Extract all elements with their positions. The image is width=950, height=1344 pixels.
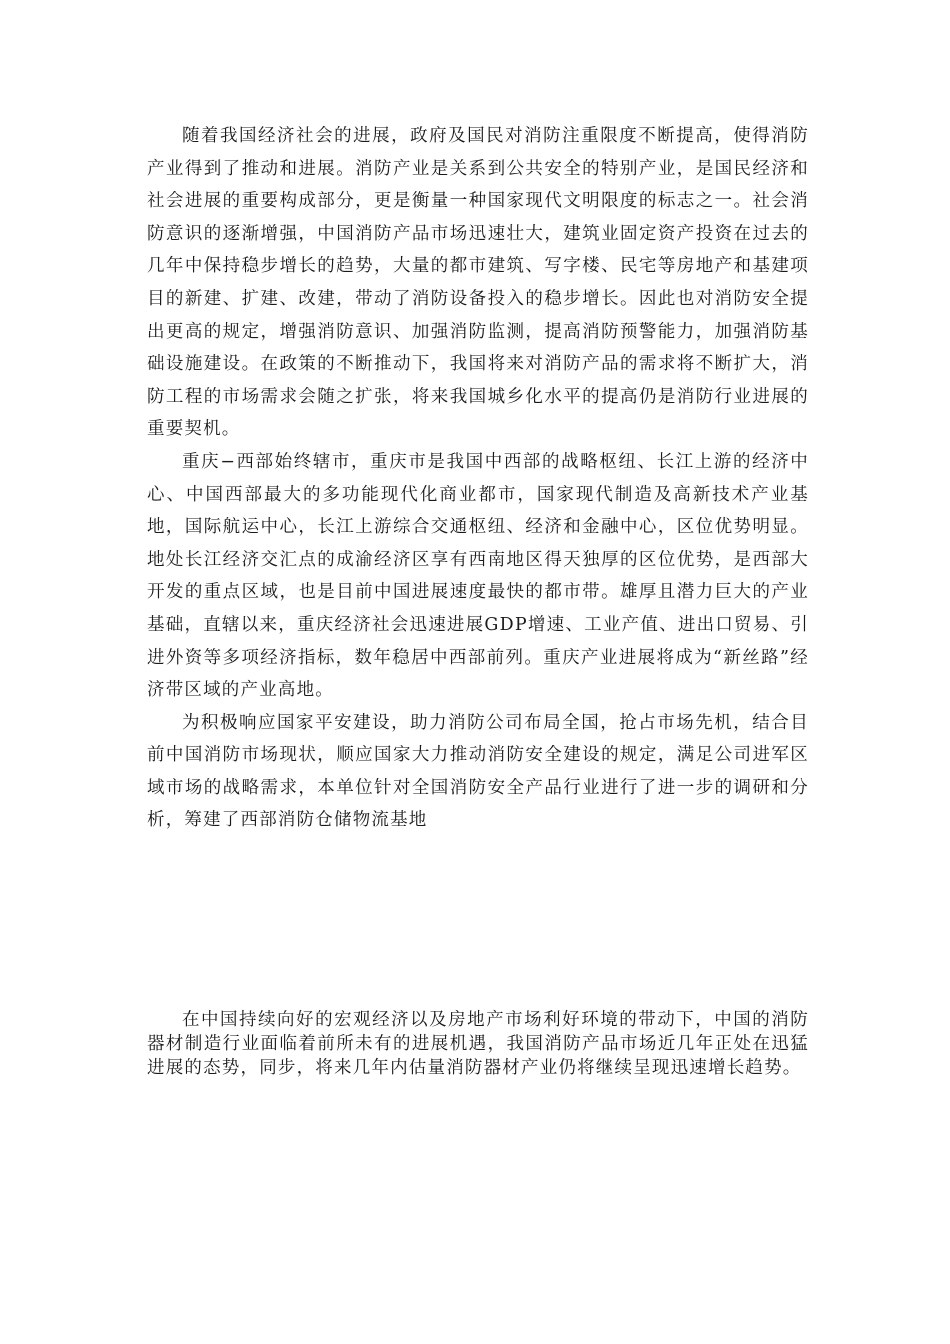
section-two [147, 1008, 809, 1080]
paragraph-market-outlook: 在中国持续向好的宏观经济以及房地产市场利好环境的带动下，中国的消防器材制造行业面临着前所未有的进展机遇，我国消防产品市场近几年正处在迅猛进展的态势，同步，将来几年内估量消防器材产业仍将继续呈现迅速增长趋势。 [147, 1010, 809, 1078]
paragraph-western-logistics-base: 为积极响应国家平安建设，助力消防公司布局全国，抢占市场先机，结合目前中国消防市场现状，顺应国家大力推动消防安全建设的规定，满足公司进军区域市场的战略需求，本单位针对全国消防安全产品行业进行了进一步的调研和分析，筹建了西部消防仓储物流基地 [147, 712, 809, 831]
section-one [147, 120, 809, 837]
paragraph-chongqing-overview: 重庆−西部始终辖市，重庆市是我国中西部的战略枢纽、长江上游的经济中心、中国西部最大的多功能现代化商业都市，国家现代制造及高新技术产业基地，国际航运中心，长江上游综合交通枢纽、经济和金融中心，区位优势明显。地处长江经济交汇点的成渝经济区享有西南地区得天独厚的区位优势，是西部大开发的重点区域，也是目前中国进展速度最快的都市带。雄厚且潜力巨大的产业基础，直辖以来，重庆经济社会迅速进展GDP增速、工业产值、进出口贸易、引进外资等多项经济指标，数年稳居中西部前列。重庆产业进展将成为“新丝路”经济带区域的产业高地。 [147, 451, 809, 701]
paragraph-fire-industry-development: 随着我国经济社会的进展，政府及国民对消防注重限度不断提高，使得消防产业得到了推动和进展。消防产业是关系到公共安全的特别产业，是国民经济和社会进展的重要构成部分，更是衡量一种国家现代文明限度的标志之一。社会消防意识的逐渐增强，中国消防产品市场迅速壮大，建筑业固定资产投资在过去的几年中保持稳步增长的趋势，大量的都市建筑、写字楼、民宅等房地产和基建项目的新建、扩建、改建，带动了消防设备投入的稳步增长。因此也对消防安全提出更高的规定，增强消防意识、加强消防监测，提高消防预警能力，加强消防基础设施建设。在政策的不断推动下，我国将来对消防产品的需求将不断扩大，消防工程的市场需求会随之扩张，将来我国城乡化水平的提高仍是消防行业进展的重要契机。 [147, 126, 809, 440]
